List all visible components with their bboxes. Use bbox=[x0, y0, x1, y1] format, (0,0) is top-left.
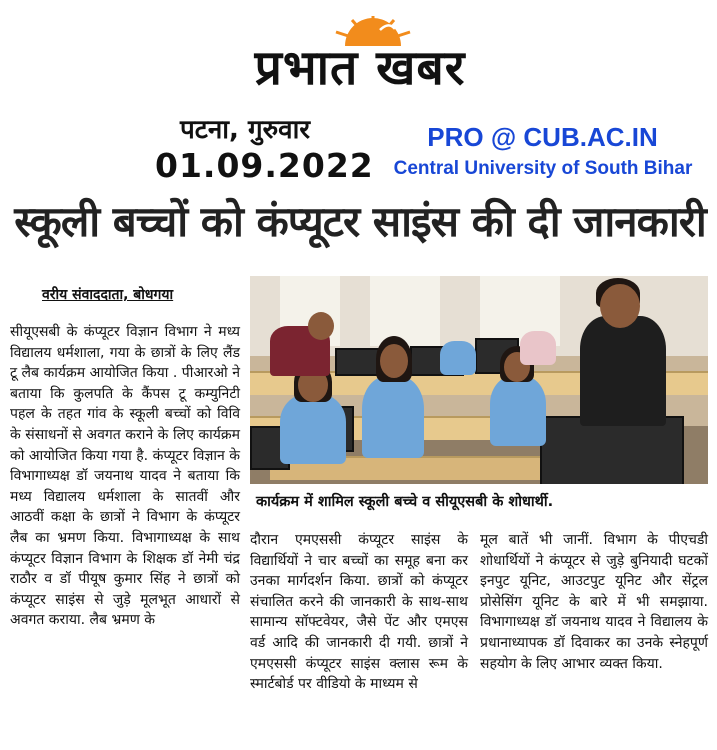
pro-email: PRO @ CUB.AC.IN bbox=[427, 122, 658, 152]
dateline-date: 01.09.2022 bbox=[155, 146, 374, 185]
article-photo bbox=[250, 276, 708, 484]
masthead-logo bbox=[210, 12, 510, 102]
bird-icon bbox=[378, 20, 408, 34]
column-2-text: दौरान एमएससी कंप्यूटर साइंस के विद्यार्थियों ने चार बच्चों का समूह बना कर उनका मार्गदर्शन किया. छात्रों को कंप्यूटर संचालित करने की जानकारी के साथ-साथ सामान्य सॉफ्टवेयर, जैसे पेंट और एमएस वर्ड आदि की जानकारी दी गयी. छात्रों ने एमएससी कंप्यूटर साइंस क्लास रूम के स्मार्टबोर्ड पर वीडियो के माध्यम से bbox=[250, 532, 468, 693]
dateline-place-day: पटना, गुरुवार bbox=[180, 115, 310, 145]
column-3-text: मूल बातें भी जानीं. विभाग के पीएचडी शोधार्थियों ने कंप्यूटर से जुड़े बुनियादी घटकों इनपुट यूनिट, आउटपुट यूनिट और सेंट्रल प्रोसेसिंग यूनिट के बारे में भी समझाया. विभागाध्यक्ष डॉ जयनाथ यादव ने विद्यालय के प्रधानाध्यापक डॉ दिवाकर का उनके स्नेहपूर्ण सहयोग के लिए आभार व्यक्त किया. bbox=[480, 532, 708, 672]
article-byline: वरीय संवाददाता, बोधगया bbox=[42, 287, 174, 303]
article-column-2 bbox=[250, 530, 468, 695]
newspaper-name: प्रभात खबर bbox=[254, 40, 466, 96]
article-column-3 bbox=[480, 530, 708, 674]
university-name: Central University of South Bihar bbox=[393, 158, 693, 179]
photo-caption: कार्यक्रम में शामिल स्कूली बच्चे व सीयूएसबी के शोधार्थी. bbox=[256, 494, 554, 510]
article-column-1 bbox=[10, 322, 240, 631]
article-headline: स्कूली बच्चों को कंप्यूटर साइंस की दी जानकारी bbox=[14, 197, 706, 246]
column-1-text: सीयूएसबी के कंप्यूटर विज्ञान विभाग ने मध्य विद्यालय धर्मशाला, गया के छात्रों के लिए लैंड टू लैब कार्यक्रम आयोजित किया . पीआरओ ने बताया कि कुलपति के कैंपस टू कम्युनिटी पहल के तहत गांव के स्कूली बच्चों को विवि के संसाधनों से अवगत कराने के लिए कार्यक्रम को आयोजित किया गया है. कंप्यूटर विज्ञान के विभागाध्यक्ष डॉ जयनाथ यादव ने बताया कि मध्य विद्यालय धर्मशाला के सातवीं और आठवीं कक्षा के छात्रों ने विभाग के कंप्यूटर लैब का भ्रमण किया. विभागाध्यक्ष के साथ कंप्यूटर विज्ञान विभाग के शिक्षक डॉ नेमी चंद्र राठौर व डॉ पीयूष कुमार सिंह ने छात्रों को कंप्यूटर साइंस से जुड़े मूलभूत आधारों से अवगत कराया. लैब भ्रमण के bbox=[10, 324, 240, 629]
